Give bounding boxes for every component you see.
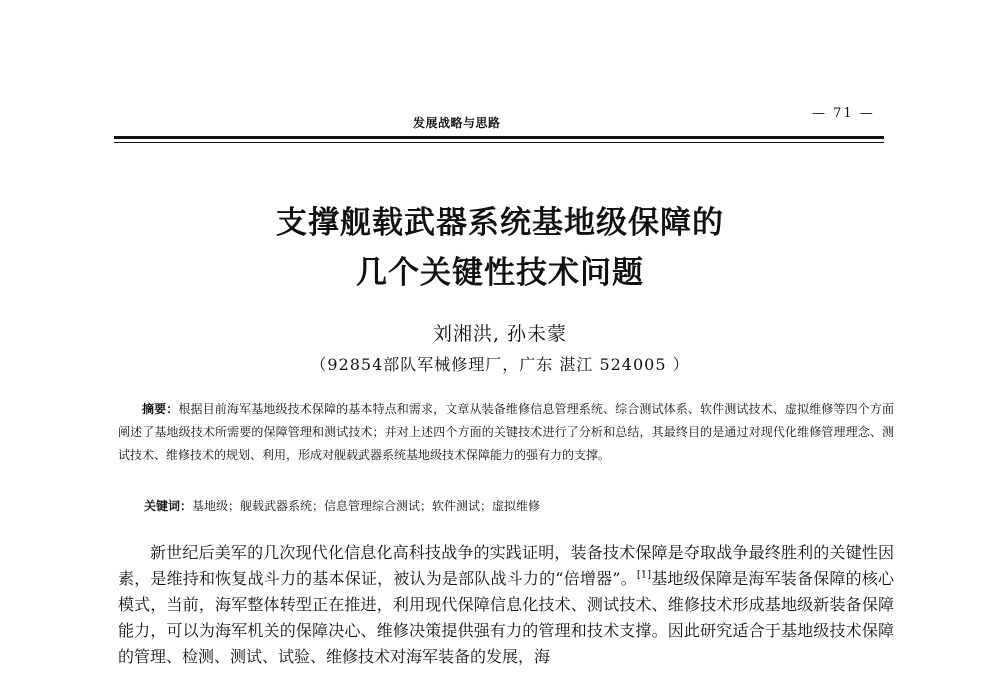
abstract-label: 摘要： — [142, 402, 179, 416]
header-rule-thin — [114, 142, 884, 143]
abstract-text: 根据目前海军基地级技术保障的基本特点和需求，文章从装备维修信息管理系统、综合测试体系、软件测试技术、虚拟维修等四个方面阐述了基地级技术所需要的保障管理和测试技术；并对上述四个方面的关键技术进行了分析和总结，其最终目的是通过对现代化维修管理理念、测试技术、维修技术的规划、利用，形成对舰载武器系统基地级技术保障能力的强有力的支撑。 — [118, 402, 894, 462]
body-paragraph — [118, 540, 894, 670]
keywords — [144, 495, 894, 517]
paper-title-line-1: 支撑舰载武器系统基地级保障的 — [276, 205, 724, 241]
running-header-section: 发展战略与思路 — [413, 116, 501, 130]
page-number: — 71 — — [812, 106, 875, 121]
keywords-text: 基地级；舰载武器系统；信息管理综合测试；软件测试；虚拟维修 — [192, 499, 541, 513]
body-text-part-1: 新世纪后美军的几次现代化信息化高科技战争的实践证明，装备技术保障是夺取战争最终胜利的关键性因素，是维持和恢复战斗力的基本保证，被认为是部队战斗力的“倍增器”。 — [118, 543, 894, 588]
abstract — [118, 398, 894, 467]
keywords-label: 关键词： — [144, 499, 193, 513]
paper-title-line-2: 几个关键性技术问题 — [356, 255, 644, 291]
citation-ref: [1] — [636, 569, 652, 581]
affiliation: （92854部队军械修理厂，广东 湛江 524005 ） — [310, 355, 690, 374]
body-text-part-2: 基地级保障是海军装备保障的核心模式，当前，海军整体转型正在推进，利用现代保障信息化技术、测试技术、维修技术形成基地级新装备保障能力，可以为海军机关的保障决心、维修决策提供强有力的管理和技术支撑。因此研究适合于基地级技术保障的管理、检测、测试、试验、维修技术对海军装备的发展，海 — [118, 569, 894, 666]
authors: 刘湘洪, 孙未蒙 — [432, 323, 568, 345]
header-rule-thick — [114, 136, 884, 139]
